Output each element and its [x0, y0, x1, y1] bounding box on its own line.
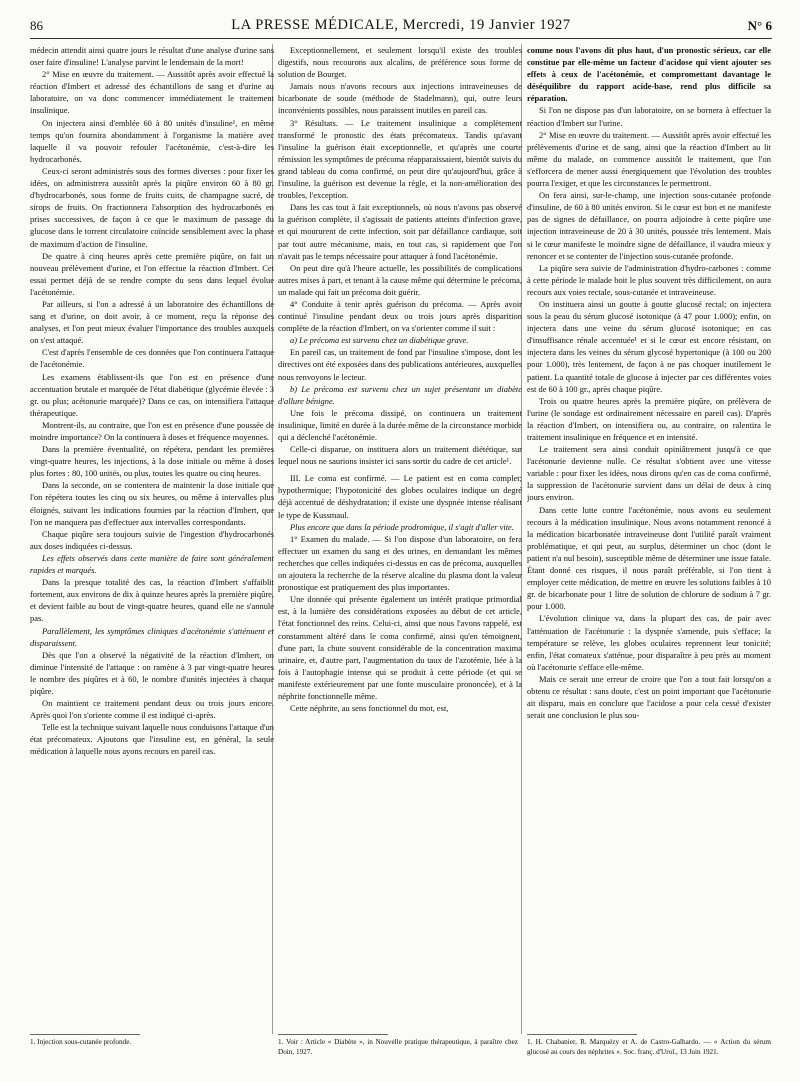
paragraph: 3° Résultats. — Le traitement insulinique a complètement transformé le pronostic des états précomateux. Tandis qu'avant l'insuline la guérison était exceptionnelle, et qu'après une courte rémission les symptômes de précoma réapparaissaient, bientôt suivis du grand tableau du coma confirmé, on peut dire qu'aujourd'hui, grâce à l'insuline, la guérison est devenue la règle, et la non-amélioration des troubles, l'exception.	[278, 117, 522, 201]
footnote: 1. H. Chabanier, R. Marquézy et A. de Castro-Galhardo. — « Action du sérum glucosé au cours des néphrites ». Soc. franç. d'Urol., 13 Juin 1921.	[527, 1038, 771, 1056]
publication-title: LA PRESSE MÉDICALE, Mercredi, 19 Janvier 1927	[231, 17, 571, 33]
header-rule	[30, 38, 772, 39]
paragraph: Trois ou quatre heures après la première piqûre, on prélèvera de l'urine (le sondage est ordinairement nécessaire en pareil cas). D'après la réaction d'Imbert, on intensifiera ou, au contraire, on ralentira le traitement insulinique en fréquence et en intensité.	[527, 395, 771, 442]
paragraph: Plus encore que dans la période prodromique, il s'agit d'aller vite.	[290, 521, 514, 532]
paragraph: Une donnée qui présente également un intérêt pratique primordial est, à la lumière des considérations exposées au début de cet article, l'état fonctionnel des reins. Celui-ci, ainsi que nous l'avons rappelé, est constamment altéré dans le coma confirmé, ainsi qu'en témoignent, d'une part, la chute souvent considérable de la concentration maxima urinaire, et, d'autre part, l'augmentation du taux de l'azotémie, liée à la fois à l'autophagie intense qui se produit à cette période (et qui se manifeste extérieurement par une fonte musculaire prononcée), et à la néphrite fonctionnelle même.	[278, 594, 522, 701]
paragraph: Dans les cas tout à fait exceptionnels, où nous n'avons pas observé la guérison complète, il s'agissait de patients atteints d'infection grave, et qui moururent de cette infection, soit par défaillance cardiaque, soit par tout autre mécanisme, mais, en tout cas, si rapidement que l'on n'avait pas le temps nécessaire pour attaquer à fond l'acétonémie.	[278, 202, 522, 261]
paragraph: b) Le précoma est survenu chez un sujet présentant un diabète d'allure bénigne.	[278, 383, 522, 406]
paragraph: a) Le précoma est survenu chez un diabétique grave.	[290, 335, 469, 346]
paragraph: Par ailleurs, si l'on a adressé à un laboratoire des échantillons de sang et d'urine, on doit avoir, à ce moment, reçu la réponse des analyses, et l'on peut mieux évaluer l'importance des troubles auxquels on s'est attaqué.	[30, 298, 274, 346]
paragraph: La piqûre sera suivie de l'administration d'hydro-carbones : comme à cette période le malade boit le plus souvent très difficilement, on aura recours aux voies rectale, sous-cutanée et intraveineuse.	[527, 262, 771, 297]
paragraph: Une fois le précoma dissipé, on continuera un traitement insulinique, limité en durée à la durée même de la circonstance morbide qui a déclenché l'acétonémie.	[278, 407, 522, 442]
column-2	[278, 44, 522, 1029]
paragraph: C'est d'après l'ensemble de ces données que l'on continuera l'attaque de l'acétonémie.	[30, 347, 274, 370]
paragraph: Ceux-ci seront administrés sous des formes diverses : pour fixer les idées, on administrera aussitôt après la piqûre environ 60 à 80 gr. d'hydrocarbonés, sous forme de fruits cuits, de champagne sucré, de sirops de fruits. On fractionnera l'absorption des hydrocarbonés en prises successives, de façon à ce que le maximum de passage du glucose dans le torrent circulatoire coïncide sensiblement avec la phase de maximum d'action de l'insuline.	[30, 165, 274, 249]
paragraph: Jamais nous n'avons recours aux injections intraveineuses de bicarbonate de soude (méthode de Stadelmann), qui, outre leurs inconvénients possibles, nous paraissent inutiles en pareil cas.	[278, 81, 522, 116]
page-header	[30, 16, 772, 36]
paragraph: 4° Conduite à tenir après guérison du précoma. — Après avoir continué l'insuline pendant deux ou trois jours après disparition complète de la réaction d'Imbert, on va s'orienter comme il suit :	[278, 298, 522, 334]
paragraph: Telle est la technique suivant laquelle nous conduisons l'attaque d'un état précomateux. Ajoutons que l'insuline est, en général, la seule médication à laquelle nous ayons recours en pareil cas.	[30, 722, 274, 757]
footnote: 1. Voir : Article « Diabète », in Nouvelle pratique thérapeutique, à paraître chez Doin, 1927.	[278, 1038, 518, 1056]
paragraph: Dans la première éventualité, on répétera, pendant les premières vingt-quatre heures, les injections, à la dose initiale ou même à doses plus fortes : 80, 100 unités, ou plus, toutes les quatre ou cinq heures.	[30, 444, 274, 479]
paragraph: On instituera ainsi un goutte à goutte glucosé rectal; on injectera sous la peau du sérum glucosé isotonique (à 47 pour 1.000); enfin, on injectera dans une veine du sérum glucosé isotonique; en cas d'insuffisance rénale accentuée¹ et si le cœur est encore résistant, on injectera dans les veines du sérum glycosé hypertonique (à 100 ou 200 pour 1.000), très lentement, de façon à ne pas choquer inutilement le patient. La quantité totale de glucose à injecter par ces différentes voies est de 60 à 100 gr., après chaque piqûre.	[527, 298, 771, 394]
paragraph: Dans la presque totalité des cas, la réaction d'Imbert s'affaiblit fortement, aux environs de dix à quinze heures après la première piqûre, et devient faible au bout de vingt-quatre heures, quand elle ne s'annule pas.	[30, 577, 274, 624]
paragraph: On injectera ainsi d'emblée 60 à 80 unités d'insuline¹, en même temps qu'on fournira abondamment à l'organisme la matière avec laquelle il va pouvoir refouler l'acétonémie, c'est-à-dire les hydrocarbonés.	[30, 117, 274, 164]
paragraph: Parallèlement, les symptômes cliniques d'acétonémie s'atténuent et disparaissent.	[30, 625, 274, 648]
paragraph: 1° Examen du malade. — Si l'on dispose d'un laboratoire, on fera effectuer un examen du sang et des urines, en demandant les mêmes recherches que celles indiquées ci-dessus en cas de précoma, auxquelles on ajoutera la recherche de la réserve alcaline du plasma dont la valeur pronostique est pratiquement des plus importantes.	[278, 533, 522, 593]
column-3	[527, 44, 771, 1029]
footnote: 1. Injection sous-cutanée profonde.	[30, 1038, 132, 1046]
paragraph: On fera ainsi, sur-le-champ, une injection sous-cutanée profonde d'insuline, de 60 à 80 unités environ. Si le cœur est bon et ne manifeste pas de signes de défaillance, on pourra adjoindre à cette piqûre une injection intraveineuse de 20 à 30 unités, poussée très lentement. Mais si le cœur manifeste le moindre signe de défaillance, il vaudra mieux y renoncer et se contenter de l'injection sous-cutanée profonde.	[527, 190, 771, 261]
paragraph: Celle-ci disparue, on instituera alors un traitement diététique, sur lequel nous ne saurions insister ici sans sortir du cadre de cet article¹.	[278, 444, 522, 467]
page-number: 86	[30, 18, 43, 33]
section-heading-paragraph: III. Le coma est confirmé. — Le patient est en coma complet; hypothermique; l'hypotonicité des globes oculaires indique un degré déjà accentué de déshydratation; il existe une dyspnée intense réalisant le type de Kussmaul.	[278, 473, 522, 520]
paragraph: On peut dire qu'à l'heure actuelle, les possibilités de complications autres mises à part, et tenant à la cause même qui détermine le précoma, un malade qui fait un précoma doit guérir.	[278, 262, 522, 297]
footnote-rule	[278, 1034, 388, 1035]
paragraph: 2° Mise en œuvre du traitement. — Aussitôt après avoir effectué les prélèvements d'urine et de sang, ainsi que la réaction d'Imbert au lit même du malade, on commence aussitôt le traitement, que l'on s'efforcera de mener aussi énergiquement que l'évolution des troubles pourra l'exiger, et que les circonstances le permettront.	[527, 129, 771, 189]
paragraph: comme nous l'avons dit plus haut, d'un pronostic sérieux, car elle constitue par elle-même un facteur d'acidose qui vient ajouter ses effets à ceux de l'acétonémie, et compromettant davantage le déséquilibre du rapport acide-base, rend plus difficile sa réparation.	[527, 45, 771, 104]
footnote-rule	[527, 1034, 637, 1035]
paragraph: 2° Mise en œuvre du traitement. — Aussitôt après avoir effectué la réaction d'Imbert et adressé des échantillons de sang et d'urine au laboratoire, on va donc commencer immédiatement le traitement insulinique.	[30, 69, 274, 116]
footnote-rule	[30, 1034, 140, 1035]
paragraph: Le traitement sera ainsi conduit opiniâtrement jusqu'à ce que l'acétonurie devienne nulle. Ce résultat s'obtient avec une vitesse variable : pour fixer les idées, nous dirons qu'en cas de coma confirmé, la suppression de l'acétonurie survient dans un délai de deux à cinq jours environ.	[527, 444, 771, 503]
paragraph: Dans la seconde, on se contentera de maintenir la dose initiale que l'on répétera toutes les cinq ou six heures, ou même à intervalles plus éloignés, suivant les indications fournies par la réaction d'Imbert, que l'on ne manquera pas d'effectuer aux intervalles correspondants.	[30, 480, 274, 527]
paragraph: Si l'on ne dispose pas d'un laboratoire, on se bornera à effectuer la réaction d'Imbert sur l'urine.	[527, 105, 771, 128]
paragraph: Exceptionnellement, et seulement lorsqu'il existe des troubles digestifs, nous recourons aux alcalins, de préférence sous forme de solution de Bourget.	[278, 45, 522, 80]
paragraph: Dans cette lutte contre l'acétonémie, nous avons eu seulement recours à la médication insulinique. Nous avons notamment renoncé à la médication bicarbonatée intraveineuse dont l'utilité paraît vraiment problématique, et qui peut, au surplus, déterminer un choc (dont le patient n'a nul besoin), susceptible même de déterminer une issue fatale. Étant donné ces risques, il nous paraît préférable, si l'on tient à employer cette médication, de mettre en œuvre les solutions faibles à 10 gr. de bicarbonate pour 1 litre de solution de chlorure de sodium à 7 gr. pour 1.000.	[527, 504, 771, 612]
paragraph: Montrent-ils, au contraire, que l'on est en présence d'une poussée de moindre importance? On la continuera à doses et fréquence moyennes.	[30, 419, 274, 442]
paragraph: On maintient ce traitement pendant deux ou trois jours encore. Après quoi l'on s'oriente comme il est indiqué ci-après.	[30, 698, 274, 721]
paragraph: Les effets observés dans cette manière de faire sont généralement rapides et marqués.	[30, 552, 274, 576]
paragraph: L'évolution clinique va, dans la plupart des cas, de pair avec l'atténuation de l'acétonurie : la dyspnée s'amende, puis s'efface; la température se relève, les globes oculaires reprennent leur tonicité; enfin, l'état comateux s'atténue, pour disparaître à peu près au moment où l'acétonurie s'efface elle-même.	[527, 613, 771, 672]
issue-number: N° 6	[747, 18, 772, 33]
paragraph: médecin attendit ainsi quatre jours le résultat d'une analyse d'urine sans oser faire d'insuline! L'analyse parvint le lendemain de la mort!	[30, 45, 274, 68]
paragraph: Chaque piqûre sera toujours suivie de l'ingestion d'hydrocarbonés aux doses indiquées ci-dessus.	[30, 528, 274, 551]
paragraph: De quatre à cinq heures après cette première piqûre, on fait un nouveau prélèvement d'urine, et l'on effectue la réaction d'Imbert. Cet essai permet déjà de se rendre compte du sens dans lequel évolue l'acétonémie.	[30, 250, 274, 297]
paragraph: Dès que l'on a observé la négativité de la réaction d'Imbert, on diminue l'intensité de l'attaque : on ramène à 3 par vingt-quatre heures le nombre des piqûres et à 60, le nombre d'unités injectées à chaque piqûre.	[30, 649, 274, 696]
column-1	[30, 44, 274, 1029]
paragraph: Cette néphrite, au sens fonctionnel du mot, est,	[290, 703, 449, 714]
paragraph: Mais ce serait une erreur de croire que l'on a tout fait lorsqu'on a obtenu ce résultat : sans doute, c'est un point important que l'acétonurie ait disparu, mais en conclure que l'acidose a pour cela cessé d'exister serait une conclusion le plus sou-	[527, 673, 771, 721]
paragraph: En pareil cas, un traitement de fond par l'insuline s'impose, dont les directives ont été exposées dans des publications antérieures, auxquelles nous renvoyons le lecteur.	[278, 347, 522, 382]
paragraph: Les examens établissent-ils que l'on est en présence d'une accentuation brutale et marquée de l'état diabétique (glycémie élevée : 3 gr. ou plus; acétonurie marquée)? Dans ce cas, on intensifiera l'attaque thérapeutique.	[30, 371, 274, 418]
